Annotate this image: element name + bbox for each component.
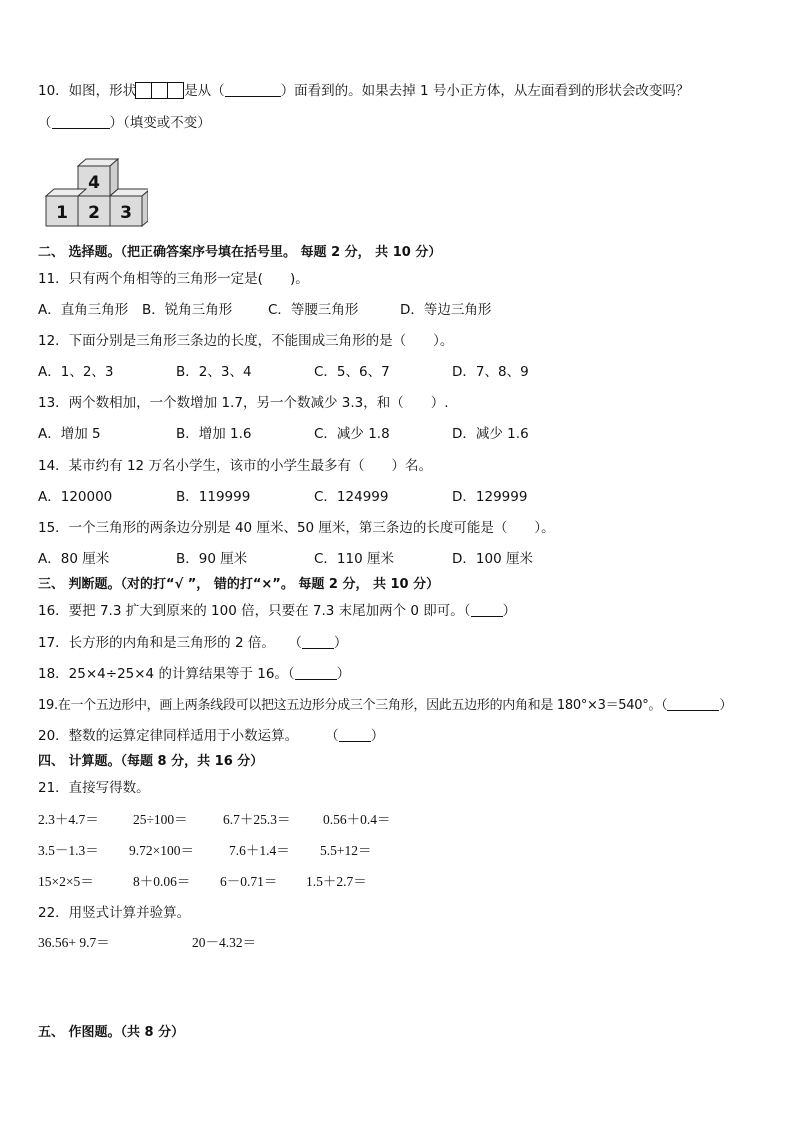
q11-option-a[interactable]: A．直角三角形	[38, 302, 129, 318]
q14-text: 14．某市约有 12 万名小学生，该市的小学生最多有（ ）名。	[38, 458, 432, 474]
q10-prefix: 10．如图，形状	[38, 83, 137, 99]
q13-text: 13．两个数相加，一个数增加 1.7，另一个数减少 3.3，和（ ）.	[38, 395, 449, 411]
q13-option-c[interactable]: C．减少 1.8	[314, 426, 390, 442]
q11-text: 11．只有两个角相等的三角形一定是( )。	[38, 271, 309, 287]
section-3-title: 三、 判断题。（对的打“√ ”， 错的打“×”。 每题 2 分， 共 10 分）	[38, 577, 440, 592]
q20-close: ）	[370, 728, 385, 744]
calc-item: 8＋0.06＝	[133, 874, 191, 889]
q17-line	[38, 634, 347, 652]
q15-option-c[interactable]: C．110 厘米	[314, 551, 394, 567]
q20-line	[38, 727, 384, 745]
q13-option-d[interactable]: D．减少 1.6	[452, 426, 529, 442]
q15-text: 15．一个三角形的两条边分别是 40 厘米、50 厘米，第三条边的长度可能是（ ）。	[38, 520, 555, 536]
q12-option-a[interactable]: A．1、2、3	[38, 364, 114, 380]
q16-text: 16．要把 7.3 扩大到原来的 100 倍，只要在 7.3 末尾加两个 0 即可。（	[38, 603, 471, 619]
calc-item: 15×2×5＝	[38, 874, 94, 889]
q13-option-a[interactable]: A．增加 5	[38, 426, 101, 442]
q10-close: ）（填变或不变）	[109, 115, 211, 131]
cube-label-4: 4	[88, 173, 100, 193]
q15-option-d[interactable]: D．100 厘米	[452, 551, 533, 567]
q12-text: 12．下面分别是三角形三条边的长度，不能围成三角形的是（ ）。	[38, 333, 454, 349]
q12-option-d[interactable]: D．7、8、9	[452, 364, 529, 380]
q17-text: 17．长方形的内角和是三角形的 2 倍。 （	[38, 635, 302, 651]
calc-item: 7.6＋1.4＝	[229, 843, 290, 858]
section-5-title: 五、 作图题。（共 8 分）	[38, 1025, 185, 1040]
q16-line	[38, 602, 516, 620]
q15-option-a[interactable]: A．80 厘米	[38, 551, 110, 567]
q15-option-b[interactable]: B．90 厘米	[176, 551, 248, 567]
calc-item: 1.5＋2.7＝	[306, 874, 367, 889]
q18-close: ）	[336, 666, 351, 682]
q22-item-1: 36.56+ 9.7＝	[38, 935, 110, 950]
section-2-title: 二、 选择题。（把正确答案序号填在括号里。 每题 2 分， 共 10 分）	[38, 245, 442, 260]
q16-answer-blank[interactable]	[471, 602, 503, 617]
q13-option-b[interactable]: B．增加 1.6	[176, 426, 252, 442]
q10-part3: ）面看到的。如果去掉 1 号小正方体，从左面看到的形状会改变吗？	[280, 83, 690, 99]
q21-text: 21．直接写得数。	[38, 780, 150, 796]
cube-label-1: 1	[56, 203, 68, 223]
cube-label-2: 2	[88, 203, 100, 223]
calc-item: 25÷100＝	[133, 812, 188, 827]
calc-item: 2.3＋4.7＝	[38, 812, 99, 827]
q12-option-b[interactable]: B．2、3、4	[176, 364, 252, 380]
q10-blank-1[interactable]	[225, 82, 281, 97]
q18-text: 18．25×4÷25×4 的计算结果等于 16。（	[38, 666, 295, 682]
cube-stack-figure	[44, 158, 148, 230]
calc-item: 6.7＋25.3＝	[223, 812, 291, 827]
q17-answer-blank[interactable]	[302, 634, 334, 649]
q19-text: 19.在一个五边形中，画上两条线段可以把这五边形分成三个三角形，因此五边形的内角和是 180°×3＝540°。（	[38, 698, 668, 713]
q11-option-d[interactable]: D．等边三角形	[400, 302, 492, 318]
calc-item: 6－0.71＝	[220, 874, 278, 889]
q18-line	[38, 665, 350, 683]
section-4-title: 四、 计算题。（每题 8 分，共 16 分）	[38, 754, 264, 769]
q17-close: ）	[333, 635, 348, 651]
q19-line	[38, 696, 732, 715]
q11-option-b[interactable]: B．锐角三角形	[142, 302, 233, 318]
calc-item: 0.56＋0.4＝	[323, 812, 391, 827]
q14-option-c[interactable]: C．124999	[314, 489, 389, 505]
q20-answer-blank[interactable]	[339, 727, 371, 742]
q20-text: 20．整数的运算定律同样适用于小数运算。 （	[38, 728, 339, 744]
q19-close: ）	[719, 698, 733, 713]
q19-answer-blank[interactable]	[667, 696, 719, 711]
q10-line2	[38, 114, 211, 132]
q10-blank-2[interactable]	[52, 114, 110, 129]
calc-item: 9.72×100＝	[129, 843, 194, 858]
q16-close: ）	[502, 603, 517, 619]
q14-option-b[interactable]: B．119999	[176, 489, 251, 505]
q12-option-c[interactable]: C．5、6、7	[314, 364, 390, 380]
q10-line1	[38, 82, 689, 100]
cube-label-3: 3	[120, 203, 132, 223]
q10-part2: 是从（	[184, 83, 225, 99]
q22-text: 22．用竖式计算并验算。	[38, 905, 191, 921]
three-square-shape-icon	[136, 82, 184, 100]
q11-option-c[interactable]: C．等腰三角形	[268, 302, 359, 318]
q14-option-d[interactable]: D．129999	[452, 489, 528, 505]
calc-item: 3.5－1.3＝	[38, 843, 99, 858]
calc-item: 5.5+12＝	[320, 843, 372, 858]
q14-option-a[interactable]: A．120000	[38, 489, 113, 505]
q22-item-2: 20－4.32＝	[192, 935, 257, 950]
q10-open: （	[38, 115, 52, 131]
q18-answer-blank[interactable]	[295, 665, 337, 680]
